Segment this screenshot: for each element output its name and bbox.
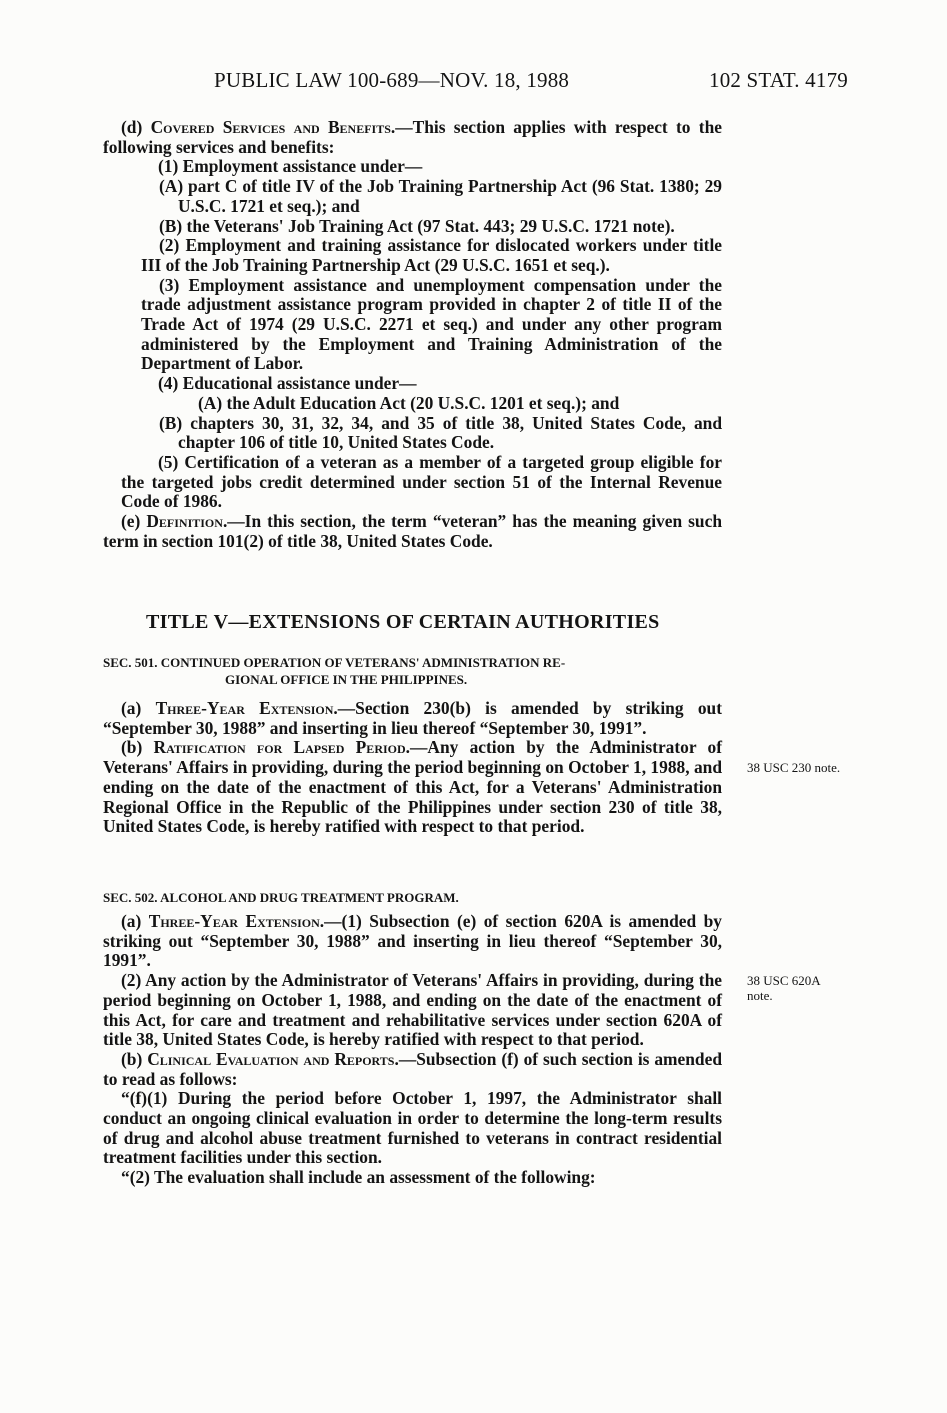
item-d4a: (A) the Adult Education Act (20 U.S.C. 1201 et seq.); and [198,392,620,413]
sec-502-heading: SEC. 502. ALCOHOL AND DRUG TREATMENT PROGRAM. [103,890,459,905]
running-head-right: 102 STAT. 4179 [709,68,848,92]
running-head-left: PUBLIC LAW 100-689—NOV. 18, 1988 [214,68,570,92]
sec-501-heading: SEC. 501. CONTINUED OPERATION OF VETERANS' ADMINISTRATION RE- GIONAL OFFICE IN THE PHILIPPINES. [103,655,566,687]
margin-note-620a: 38 USC 620A note. [747,973,821,1003]
sec-501-a: (a) Three-Year Extension.—Section 230(b) is amended by striking out “September 30, 1988” and inserting in lieu thereof “September 30, 1991”. [103,698,722,738]
subsection-f1: “(f)(1) During the period before October 1, 1997, the Administrator shall conduct an ongoing clinical evaluation in order to determine the long-term results of drug and alcohol abuse treatment furnished to veterans in contract residential treatment facilities under this section. [103,1088,722,1168]
item-d4b: (B) chapters 30, 31, 32, 34, and 35 of title 38, United States Code, and chapter 106 of title 10, United States Code. [159,412,722,453]
section-e: (e) Definition.—In this section, the term “veteran” has the meaning given such term in section 101(2) of title 38, United States Code. [103,511,722,551]
sec-502-a-heading: Three-Year Extension [148,911,320,931]
sec-501-b: (b) Ratification for Lapsed Period.—Any action by the Administrator of Veterans' Affairs in providing, during the period beginning on October 1, 1988, and ending on the date of the enactment of this Act, for a Veterans' Administration Regional Office in the Republic of the Philippines under section 230 of title 38, United States Code, is hereby ratified with respect to that period. [103,737,722,837]
sec-502-body [103,912,722,1188]
sec-502-b-heading: Clinical Evaluation and Reports [147,1048,395,1069]
item-d1a: (A) part C of title IV of the Job Training Partnership Act (96 Stat. 1380; 29 U.S.C. 1721 et seq.); and [159,176,722,216]
section-e-heading: Definition [146,511,223,532]
item-d2: (2) Employment and training assistance for dislocated workers under title III of the Job Training Partnership Act (29 U.S.C. 1651 et seq.). [141,235,722,275]
sec-502-a2: (2) Any action by the Administrator of Veterans' Affairs in providing, during the period beginning on October 1, 1988, and ending on the date of the enactment of this Act, for care and treatment and rehabilitative services under section 620A of title 38, United States Code, is hereby ratified with respect to that period. [103,970,722,1050]
sec-502-b: (b) Clinical Evaluation and Reports.—Subsection (f) of such section is amended to read as follows: [103,1048,722,1089]
subsection-f2: “(2) The evaluation shall include an assessment of the following: [121,1167,596,1188]
sec-502-a1: (a) Three-Year Extension.—(1) Subsection (e) of section 620A is amended by striking out “September 30, 1988” and inserting in lieu thereof “September 30, 1991”. [103,911,722,971]
item-d1b: (B) the Veterans' Job Training Act (97 Stat. 443; 29 U.S.C. 1721 note). [159,215,675,236]
item-d1: (1) Employment assistance under— [158,156,423,177]
sec-501-b-heading: Ratification for Lapsed Period [153,737,406,758]
section-d-heading: Covered Services and Benefits [150,117,391,137]
item-d4: (4) Educational assistance under— [158,373,417,394]
item-d5: (5) Certification of a veteran as a member of a targeted group eligible for the targeted jobs credit determined under section 51 of the Internal Revenue Code of 1986. [121,451,722,512]
section-d-block [103,118,722,551]
sec-501-a-heading: Three-Year Extension [155,698,334,718]
item-d3: (3) Employment assistance and unemployment compensation under the trade adjustment assistance program provided in chapter 2 of title II of the Trade Act of 1974 (29 U.S.C. 2271 et seq.) and under any other program administered by the Employment and Training Administration of the Department of Labor. [141,274,722,374]
margin-note-230: 38 USC 230 note. [747,760,841,775]
title-v-heading: TITLE V—EXTENSIONS OF CERTAIN AUTHORITIES [146,611,660,633]
section-d-intro: (d) Covered Services and Benefits.—This section applies with respect to the following services and benefits: [103,117,722,157]
sec-501-body [103,699,722,837]
